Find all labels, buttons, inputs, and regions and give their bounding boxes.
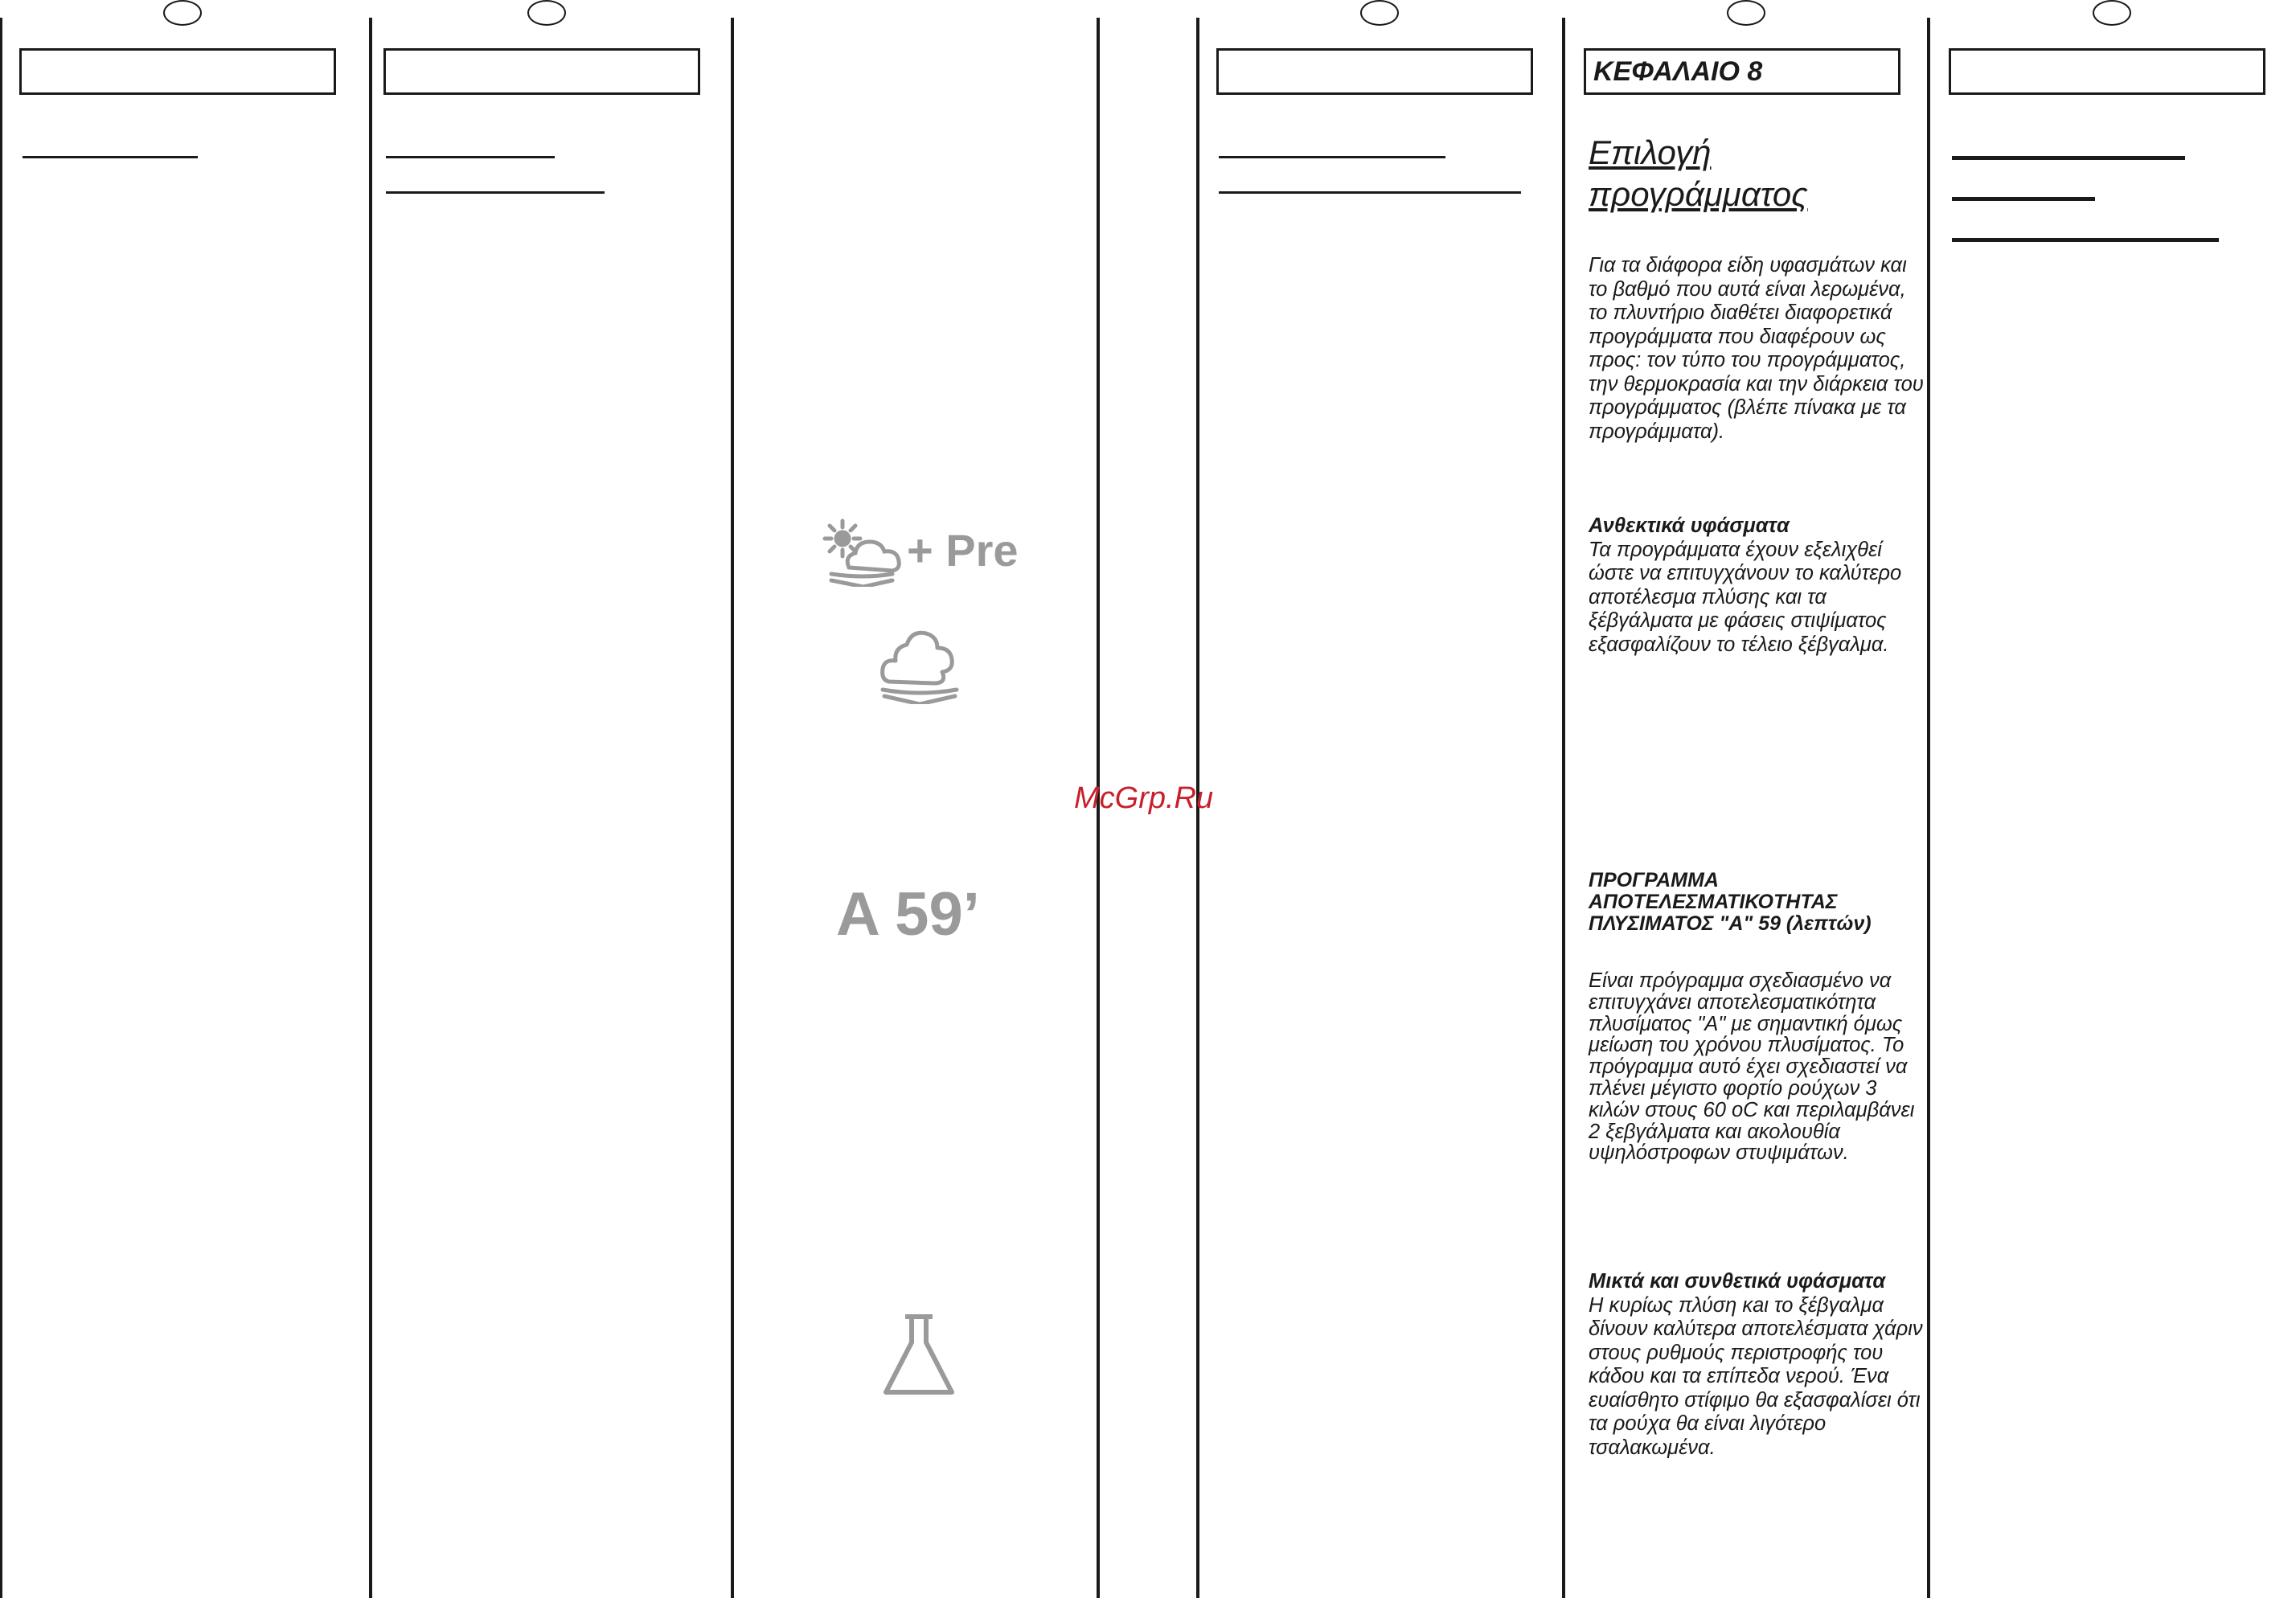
placeholder-rule bbox=[386, 156, 555, 158]
mixed-text: Η κυρίως πλύση κaι το ξέβγαλμα δίνουν καλύτερα αποτελέσματα χάριν στους ρυθμούς περιστροφής του κάδου και τα επίπεδα νερού. Ένα ευαίσθητο στίφιμο θα εξασφαλίσει ότι τα ρούχα θα είναι λιγότερο τσαλακωμένα. bbox=[1589, 1293, 1923, 1459]
flask-icon bbox=[881, 1313, 957, 1397]
placeholder-rule bbox=[23, 156, 198, 158]
sun-cloud-icon bbox=[818, 514, 907, 587]
section-title-line: προγράμματος bbox=[1589, 175, 1808, 213]
column-divider bbox=[0, 18, 2, 1598]
binding-hole bbox=[527, 0, 566, 26]
placeholder-rule bbox=[1952, 156, 2185, 160]
a59-label: A 59’ bbox=[836, 880, 980, 949]
chapter-label: ΚΕΦΑΛΑΙΟ 8 bbox=[1593, 56, 1763, 87]
prewash-label: + Pre bbox=[907, 525, 1019, 576]
resistant-section bbox=[1589, 514, 1926, 657]
column-divider bbox=[1562, 18, 1565, 1598]
section-title bbox=[1589, 132, 1808, 215]
placeholder-rule bbox=[1952, 238, 2219, 242]
column-divider bbox=[1927, 18, 1930, 1598]
placeholder-rule bbox=[386, 191, 605, 194]
intro-paragraph: Για τα διάφορα είδη υφασμάτων και το βαθμό που αυτά είναι λερωμένα, το πλυντήριο διαθέτει διαφορετικά προγράμματα που διαφέρουν ως προς: τον τύπο του προγράμματος, την θερμοκρασία και την διάρκεια του προγράμματος (βλέπε πίνακα με τα προγράμματα). bbox=[1589, 254, 1924, 443]
mixed-section bbox=[1589, 1270, 1926, 1460]
cloud-icon bbox=[878, 627, 961, 704]
header-box bbox=[19, 48, 336, 95]
resistant-heading: Ανθεκτικά υφάσματα bbox=[1589, 514, 1790, 537]
header-box bbox=[1216, 48, 1533, 95]
binding-hole bbox=[1360, 0, 1399, 26]
placeholder-rule bbox=[1952, 197, 2095, 201]
header-box bbox=[1949, 48, 2265, 95]
mixed-heading: Μικτά και συνθετικά υφάσματα bbox=[1589, 1270, 1886, 1293]
binding-hole bbox=[2093, 0, 2131, 26]
binding-hole bbox=[163, 0, 202, 26]
watermark: McGrp.Ru bbox=[1074, 781, 1214, 815]
column-divider bbox=[369, 18, 372, 1598]
resistant-text: Τα προγράμματα έχουν εξελιχθεί ώστε να επιτυγχάνουν το καλύτερο αποτέλεσμα πλύσης και τα ξέβγάλματα με φάσεις στιψίματος εξασφαλίζουν το τέλειο ξέβγαλμα. bbox=[1589, 538, 1902, 656]
a59-text: Είναι πρόγραμμα σχεδιασμένο να επιτυγχάνει αποτελεσματικότητα πλυσίματος "A" με σημαντική όμως μείωση του χρόνου πλυσίματος. Το πρόγραμμα αυτό έχει σχεδιαστεί να πλένει μέγιστο φορτίο ρούχων 3 κιλών στους 60 oC και περιλαμβάνει 2 ξεβγάλματα και ακολουθία υψηλόστροφων στυψιμάτων. bbox=[1589, 969, 1915, 1165]
a59-heading: ΠΡΟΓΡΑΜΜΑ ΑΠΟΤΕΛΕΣΜΑΤΙΚΟΤΗΤΑΣ ΠΛΥΣΙΜΑΤΟΣ "A" 59 (λεπτών) bbox=[1589, 869, 1872, 935]
column-divider bbox=[731, 18, 734, 1598]
binding-hole bbox=[1727, 0, 1765, 26]
placeholder-rule bbox=[1219, 191, 1521, 194]
placeholder-rule bbox=[1219, 156, 1445, 158]
section-title-line: Επιλογή bbox=[1589, 133, 1712, 171]
header-box bbox=[383, 48, 700, 95]
